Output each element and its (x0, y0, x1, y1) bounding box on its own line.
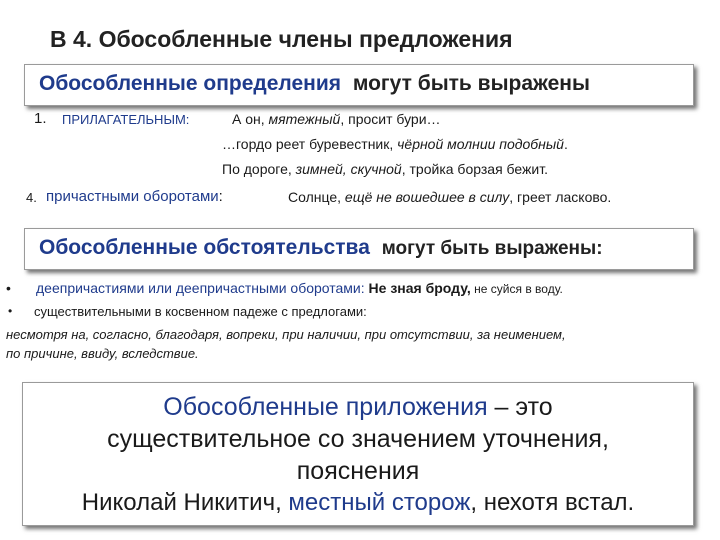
appositions-term: Обособленные приложения (163, 393, 488, 421)
example-text: Солнце, (288, 189, 345, 205)
appositions-line-2: существительное со значением уточнения, (107, 425, 609, 453)
circumstances-header (39, 236, 603, 260)
example-text: …гордо реет буревестник, (222, 136, 398, 152)
bullet-1: • (6, 280, 11, 296)
circumstances-header-rest: могут быть выражены: (381, 238, 603, 259)
example-highlight: зимней, скучной (295, 161, 402, 177)
prepositions-line-1: несмотря на, согласно, благодаря, вопреки, при наличии, при отсутствии, за неимением, (6, 327, 566, 342)
definitions-header-term: Обособленные определения (39, 72, 341, 95)
definition-item-number: 1. (34, 110, 47, 127)
prepositions-line-2: по причине, ввиду, вследствие. (6, 346, 199, 361)
gerund-example: Не зная броду, (368, 280, 471, 296)
gerund-example-rest: не суйся в воду. (470, 282, 563, 296)
example-text: , нехотя встал. (470, 489, 635, 516)
definition-example-2 (222, 136, 568, 152)
participle-colon: : (218, 188, 223, 205)
circumstances-header-term: Обособленные обстоятельства (39, 236, 370, 259)
appositions-box (22, 382, 694, 526)
definitions-header-rest: могут быть выражены (352, 72, 590, 95)
definition-example-3 (222, 161, 548, 177)
example-text: А он, (232, 111, 269, 127)
example-text: , просит бури… (340, 111, 441, 127)
definition-item-label: ПРИЛАГАТЕЛЬНЫМ: (62, 112, 190, 127)
example-text: Николай Никитич, (81, 489, 289, 516)
example-highlight: мятежный (268, 111, 341, 127)
example-text: , греет ласково. (509, 189, 612, 205)
circumstances-header-box (24, 228, 694, 270)
definition-example-1 (232, 111, 441, 127)
slide-title: В 4. Обособленные члены предложения (50, 26, 513, 52)
circumstance-item-1 (36, 280, 563, 296)
definition-item-number-2: 4. (26, 190, 37, 205)
gerund-label: деепричастиями или деепричастными оборотами: (36, 280, 365, 296)
example-highlight: чёрной молнии подобный (397, 136, 564, 152)
example-highlight: местный сторож (288, 489, 471, 516)
definitions-header (39, 72, 590, 96)
appositions-line-1 (23, 393, 693, 422)
example-highlight: ещё не вошедшее в силу (344, 189, 510, 205)
participle-label: причастными оборотами (46, 188, 219, 205)
appositions-line-3: пояснения (296, 457, 420, 485)
example-text: , тройка борзая бежит. (401, 161, 548, 177)
circumstance-item-2: существительными в косвенном падеже с предлогами: (34, 304, 367, 319)
bullet-2: • (8, 304, 13, 318)
appositions-dash: – это (487, 393, 553, 421)
definitions-header-box (24, 64, 694, 106)
definition-example-4 (288, 189, 611, 205)
example-text: По дороге, (222, 161, 296, 177)
definition-item-label-2 (46, 188, 223, 205)
example-text: . (563, 136, 568, 152)
appositions-example (23, 489, 693, 517)
